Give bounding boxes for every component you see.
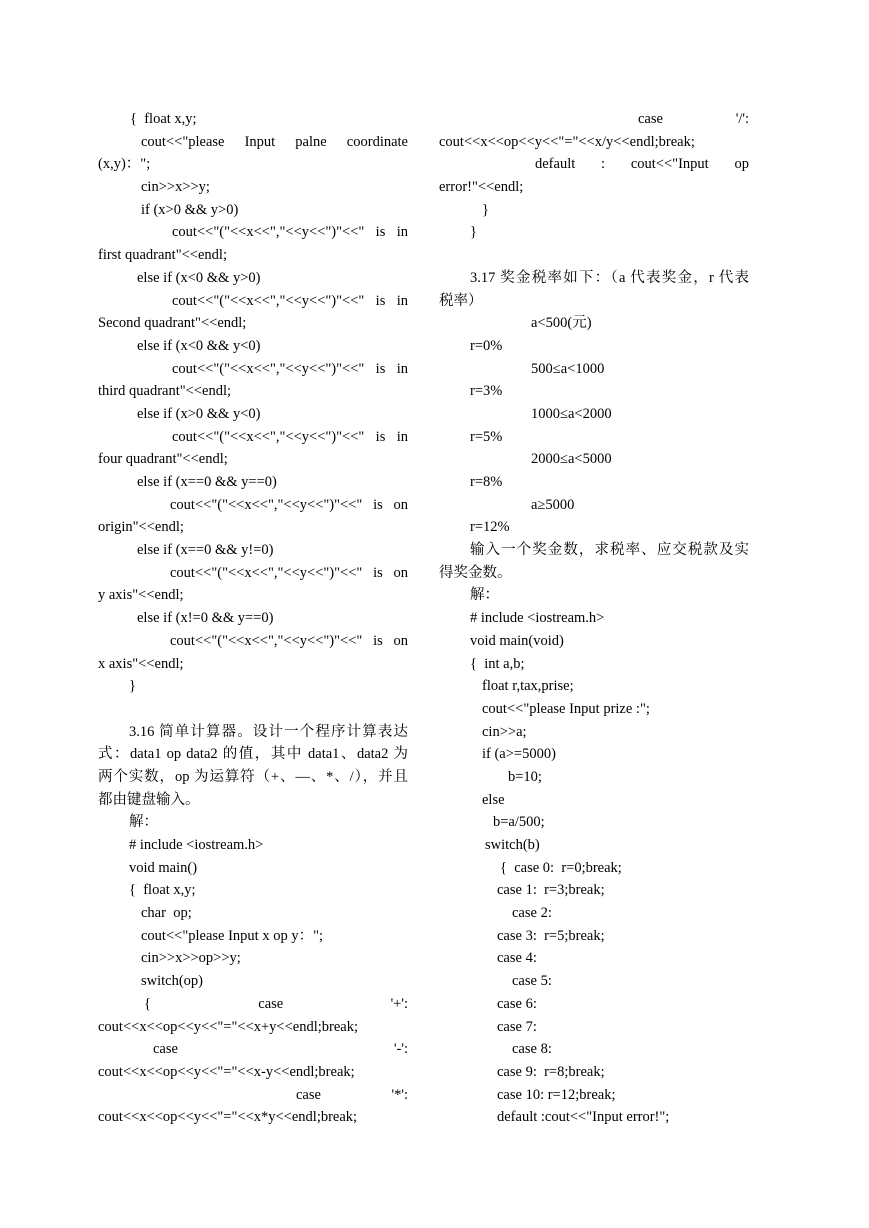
text-line: default :cout<<"Input error!";	[497, 1109, 670, 1126]
text-line: cout<<"("<<x<<","<<y<<")"<<" is in	[172, 224, 408, 241]
text-line: else if (x==0 && y!=0)	[137, 542, 274, 559]
text-line: 3.16 简单计算器。设计一个程序计算表达	[129, 723, 408, 740]
text-line: first quadrant"<<endl;	[98, 247, 227, 264]
text-line: case 4:	[497, 950, 537, 967]
text-line: case 9: r=8;break;	[497, 1063, 605, 1080]
text-line: cout<<"("<<x<<","<<y<<")"<<" is in	[172, 360, 408, 377]
text-line: (x,y)：";	[98, 156, 151, 173]
text-line: else if (x>0 && y<0)	[137, 405, 261, 422]
text-line: cin>>a;	[482, 723, 527, 740]
text-line: { int a,b;	[470, 655, 525, 672]
text-line: 2000≤a<5000	[531, 451, 612, 468]
text-line: cin>>x>>y;	[141, 179, 210, 196]
text-line: error!"<<endl;	[439, 179, 524, 196]
text-line: case 6:	[497, 995, 537, 1012]
text-line: a<500(元)	[531, 315, 592, 332]
text-line: case '*':	[296, 1086, 408, 1103]
text-line: cout<<"("<<x<<","<<y<<")"<<" is in	[172, 292, 408, 309]
text-line: cout<<x<<op<<y<<"="<<x*y<<endl;break;	[98, 1109, 358, 1126]
text-line: 解：	[129, 814, 158, 831]
text-line: 税率）	[439, 292, 483, 309]
text-line: # include <iostream.h>	[470, 610, 605, 627]
text-line: b=10;	[508, 768, 542, 785]
text-line: case 3: r=5;break;	[497, 927, 605, 944]
text-line: case 7:	[497, 1018, 537, 1035]
text-line: { float x,y;	[130, 111, 197, 127]
text-line: case 2:	[512, 905, 552, 922]
text-line: else if (x<0 && y>0)	[137, 269, 261, 286]
text-line: default : cout<<"Input op	[535, 156, 749, 173]
text-line: cout<<x<<op<<y<<"="<<x-y<<endl;break;	[98, 1063, 355, 1080]
text-line: else	[482, 791, 505, 808]
text-line: switch(b)	[485, 837, 540, 853]
text-line: { case '+':	[144, 995, 408, 1012]
text-line: 500≤a<1000	[531, 360, 605, 377]
text-line: 式：data1 op data2 的值，其中 data1、data2 为	[98, 746, 408, 763]
text-line: cin>>x>>op>>y;	[141, 950, 241, 967]
text-line: 3.17 奖金税率如下：（a 代表奖金，r 代表	[470, 269, 749, 286]
blank-line	[439, 244, 749, 267]
right-column	[439, 108, 749, 1129]
text-line: switch(op)	[141, 973, 204, 990]
text-line: case '/':	[638, 111, 749, 127]
text-line: }	[482, 201, 489, 218]
text-line: y axis"<<endl;	[98, 587, 184, 604]
text-line: case 1: r=3;break;	[497, 882, 605, 899]
text-line: r=0%	[470, 337, 503, 354]
text-line: { float x,y;	[129, 882, 196, 899]
text-line: cout<<x<<op<<y<<"="<<x/y<<endl;break;	[439, 133, 695, 150]
text-line: a≥5000	[531, 496, 575, 513]
text-line: float r,tax,prise;	[482, 678, 574, 695]
text-line: case 5:	[512, 973, 552, 990]
text-line: r=5%	[470, 428, 503, 445]
text-line: cout<<"please Input x op y：";	[141, 927, 324, 944]
text-line: four quadrant"<<endl;	[98, 451, 228, 468]
text-line: cout<<"please Input palne coordinate	[141, 133, 408, 150]
text-line: cout<<"("<<x<<","<<y<<")"<<" is on	[170, 496, 408, 513]
text-line: cout<<"("<<x<<","<<y<<")"<<" is on	[170, 632, 408, 649]
blank-line	[98, 698, 408, 721]
text-line: cout<<"please Input prize :";	[482, 700, 650, 717]
text-line: r=3%	[470, 383, 503, 400]
text-line: if (x>0 && y>0)	[141, 201, 239, 218]
text-line: 解：	[470, 587, 499, 604]
text-line: b=a/500;	[493, 814, 545, 831]
text-line: cout<<"("<<x<<","<<y<<")"<<" is in	[172, 428, 408, 445]
text-line: 得奖金数。	[439, 564, 512, 581]
text-line: { case 0: r=0;break;	[500, 859, 622, 876]
text-line: case '-':	[153, 1041, 408, 1058]
text-line: else if (x<0 && y<0)	[137, 337, 261, 354]
text-line: char op;	[141, 905, 192, 922]
text-line: cout<<"("<<x<<","<<y<<")"<<" is on	[170, 564, 408, 581]
text-line: case 10: r=12;break;	[497, 1086, 616, 1103]
text-line: }	[129, 678, 136, 695]
text-line: third quadrant"<<endl;	[98, 383, 232, 400]
text-line: Second quadrant"<<endl;	[98, 315, 247, 332]
text-line: r=12%	[470, 519, 510, 536]
text-line: }	[470, 224, 477, 241]
text-line: 都由键盘输入。	[98, 791, 200, 808]
text-line: x axis"<<endl;	[98, 655, 184, 672]
left-column	[98, 108, 408, 1129]
text-line: 输入一个奖金数，求税率、应交税款及实	[470, 542, 749, 559]
text-line: cout<<x<<op<<y<<"="<<x+y<<endl;break;	[98, 1018, 359, 1035]
text-line: # include <iostream.h>	[129, 837, 264, 853]
text-line: origin"<<endl;	[98, 519, 184, 536]
text-line: void main(void)	[470, 632, 564, 649]
text-line: 1000≤a<2000	[531, 405, 612, 422]
text-line: r=8%	[470, 474, 503, 490]
text-line: 两个实数，op 为运算符（+、—、*、/），并且	[98, 768, 408, 785]
text-line: case 8:	[512, 1041, 552, 1058]
text-line: else if (x!=0 && y==0)	[137, 610, 274, 627]
text-line: if (a>=5000)	[482, 746, 556, 763]
text-line: else if (x==0 && y==0)	[137, 474, 277, 490]
text-line: void main()	[129, 859, 198, 876]
